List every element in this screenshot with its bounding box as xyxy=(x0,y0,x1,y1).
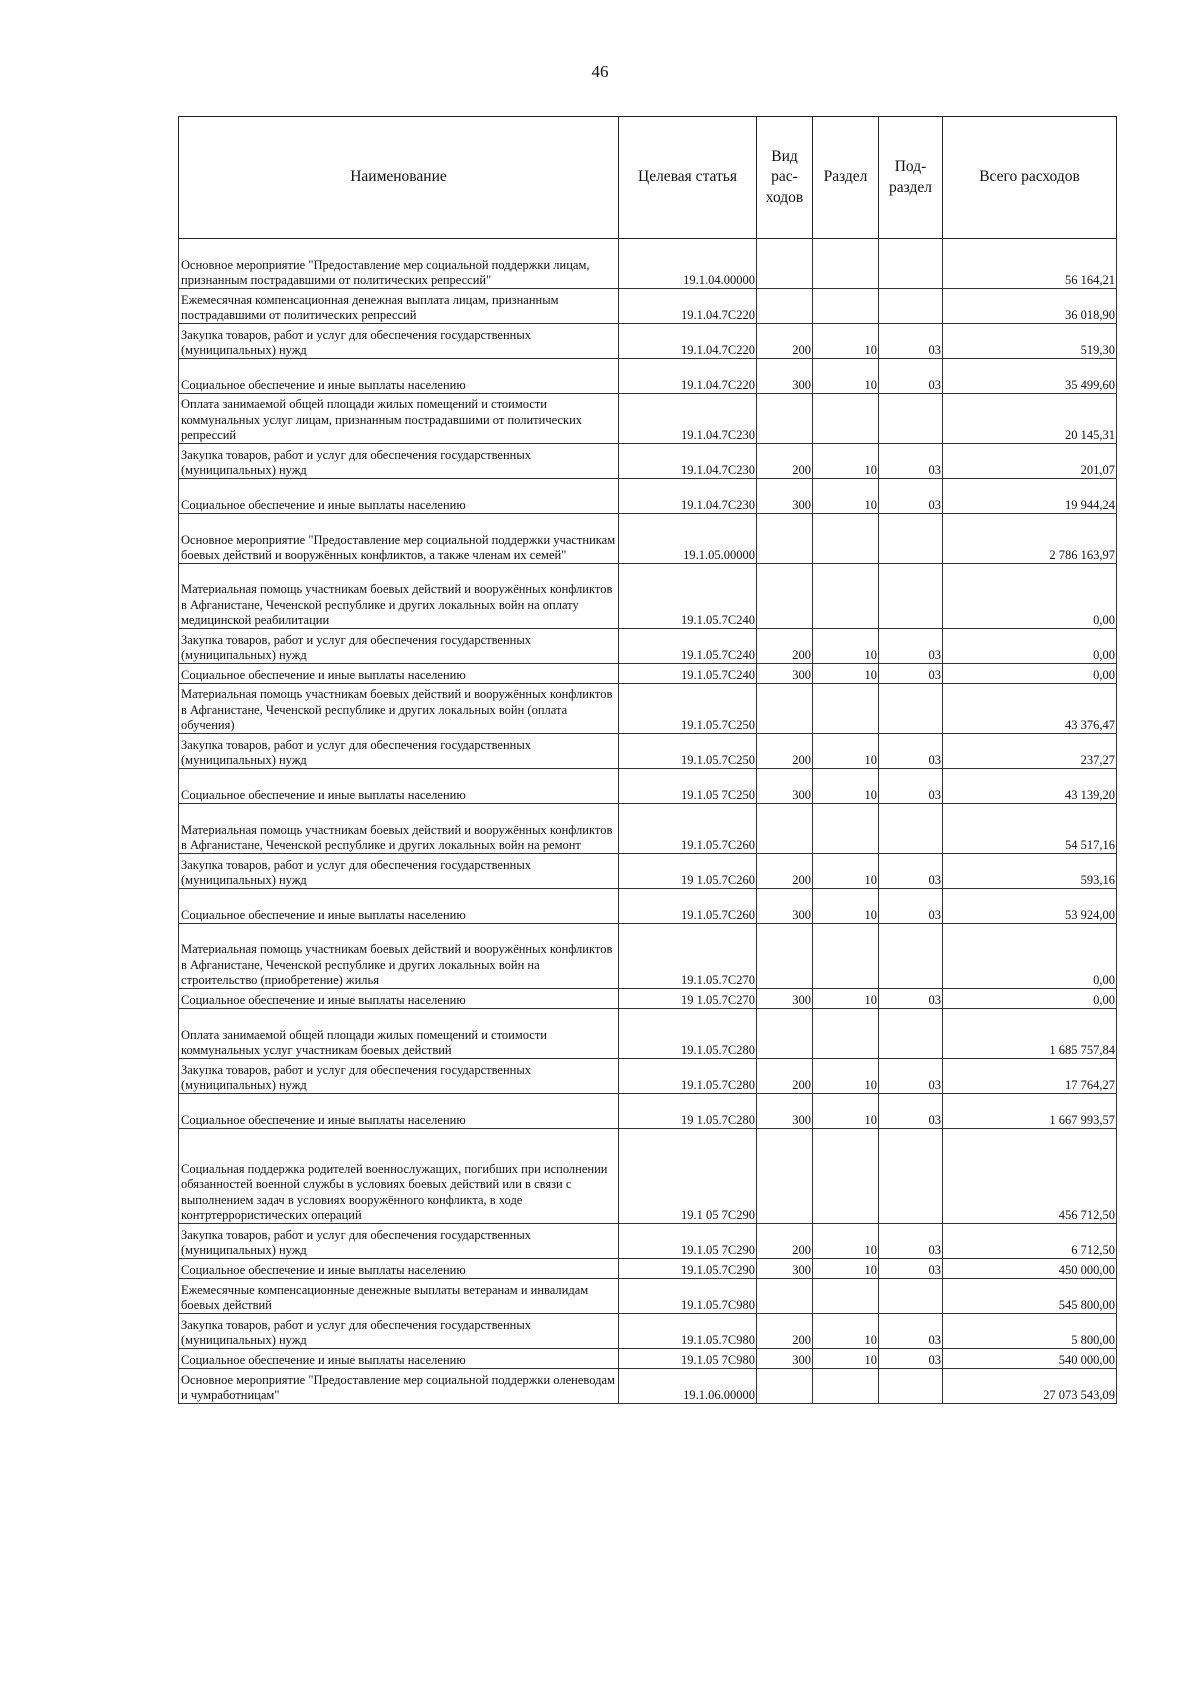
row-name: Ежемесячная компенсационная денежная выплата лицам, признанным пострадавшими от политических репрессий xyxy=(179,289,619,324)
table-row xyxy=(179,479,1117,514)
table-header xyxy=(179,117,1117,239)
row-total: 0,00 xyxy=(943,989,1117,1009)
row-name: Закупка товаров, работ и услуг для обеспечения государственных (муниципальных) нужд xyxy=(179,1059,619,1094)
row-expense-kind: 200 xyxy=(757,1059,813,1094)
row-expense-kind xyxy=(757,804,813,854)
table-row xyxy=(179,359,1117,394)
row-subsection: 03 xyxy=(879,769,943,804)
row-target-code: 19.1.05 7С290 xyxy=(619,1224,757,1259)
row-name: Закупка товаров, работ и услуг для обеспечения государственных (муниципальных) нужд xyxy=(179,1224,619,1259)
row-subsection xyxy=(879,1279,943,1314)
row-section: 10 xyxy=(813,989,879,1009)
row-subsection: 03 xyxy=(879,854,943,889)
row-subsection: 03 xyxy=(879,1059,943,1094)
row-expense-kind xyxy=(757,1279,813,1314)
row-target-code: 19.1.04.00000 xyxy=(619,239,757,289)
row-total: 0,00 xyxy=(943,664,1117,684)
row-section: 10 xyxy=(813,359,879,394)
row-name: Оплата занимаемой общей площади жилых помещений и стоимости коммунальных услуг участникам боевых действий xyxy=(179,1009,619,1059)
row-expense-kind: 200 xyxy=(757,734,813,769)
row-subsection xyxy=(879,1369,943,1404)
row-name: Социальное обеспечение и иные выплаты населению xyxy=(179,1349,619,1369)
table-row xyxy=(179,1259,1117,1279)
table-row xyxy=(179,854,1117,889)
row-target-code: 19.1.04.7С230 xyxy=(619,444,757,479)
row-subsection xyxy=(879,239,943,289)
row-section: 10 xyxy=(813,479,879,514)
row-expense-kind: 200 xyxy=(757,324,813,359)
row-section: 10 xyxy=(813,1259,879,1279)
row-subsection: 03 xyxy=(879,444,943,479)
row-section xyxy=(813,394,879,444)
row-section xyxy=(813,514,879,564)
table-row xyxy=(179,289,1117,324)
table-row xyxy=(179,1009,1117,1059)
budget-table xyxy=(178,116,1117,1404)
row-subsection: 03 xyxy=(879,1349,943,1369)
table-row xyxy=(179,989,1117,1009)
table-row xyxy=(179,629,1117,664)
table-row xyxy=(179,769,1117,804)
table-row xyxy=(179,924,1117,989)
row-name: Социальное обеспечение и иные выплаты населению xyxy=(179,1094,619,1129)
row-section: 10 xyxy=(813,854,879,889)
row-name: Социальное обеспечение и иные выплаты населению xyxy=(179,989,619,1009)
row-name: Закупка товаров, работ и услуг для обеспечения государственных (муниципальных) нужд xyxy=(179,629,619,664)
row-section xyxy=(813,289,879,324)
row-expense-kind: 200 xyxy=(757,444,813,479)
row-expense-kind: 300 xyxy=(757,889,813,924)
row-name: Закупка товаров, работ и услуг для обеспечения государственных (муниципальных) нужд xyxy=(179,854,619,889)
row-section: 10 xyxy=(813,1059,879,1094)
row-section: 10 xyxy=(813,1094,879,1129)
row-subsection xyxy=(879,924,943,989)
row-expense-kind xyxy=(757,289,813,324)
table-row xyxy=(179,239,1117,289)
row-subsection xyxy=(879,514,943,564)
row-subsection: 03 xyxy=(879,889,943,924)
row-name: Материальная помощь участникам боевых действий и вооружённых конфликтов в Афганистане, Чеченской республике и других локальных войн на строительство (приобретение) жилья xyxy=(179,924,619,989)
row-expense-kind: 300 xyxy=(757,1349,813,1369)
row-total: 540 000,00 xyxy=(943,1349,1117,1369)
table-row xyxy=(179,804,1117,854)
row-name: Основное мероприятие "Предоставление мер социальной поддержки участникам боевых действий и вооружённых конфликтов, а также членам их семей" xyxy=(179,514,619,564)
row-target-code: 19.1.05.7С270 xyxy=(619,924,757,989)
row-total: 519,30 xyxy=(943,324,1117,359)
row-name: Основное мероприятие "Предоставление мер социальной поддержки оленеводам и чумработницам" xyxy=(179,1369,619,1404)
row-target-code: 19.1.05.7С260 xyxy=(619,889,757,924)
row-subsection xyxy=(879,684,943,734)
row-expense-kind xyxy=(757,564,813,629)
row-target-code: 19.1.05 7С980 xyxy=(619,1349,757,1369)
row-total: 54 517,16 xyxy=(943,804,1117,854)
table-row xyxy=(179,684,1117,734)
row-name: Социальная поддержка родителей военнослужащих, погибших при исполнении обязанностей военной службы в условиях боевых действий или в связи с выполнением задач в условиях вооружённого конфликта, в ходе контртеррористических операций xyxy=(179,1129,619,1224)
row-subsection: 03 xyxy=(879,664,943,684)
row-name: Оплата занимаемой общей площади жилых помещений и стоимости коммунальных услуг лицам, признанным пострадавшими от политических репрессий xyxy=(179,394,619,444)
row-target-code: 19.1.05.7С240 xyxy=(619,564,757,629)
row-total: 27 073 543,09 xyxy=(943,1369,1117,1404)
row-total: 545 800,00 xyxy=(943,1279,1117,1314)
row-expense-kind: 200 xyxy=(757,854,813,889)
row-section: 10 xyxy=(813,1224,879,1259)
row-target-code: 19.1.04.7С220 xyxy=(619,289,757,324)
row-section xyxy=(813,684,879,734)
table-row xyxy=(179,889,1117,924)
row-name: Основное мероприятие "Предоставление мер социальной поддержки лицам, признанным пострадавшими от политических репрессий" xyxy=(179,239,619,289)
page-number: 46 xyxy=(591,62,609,81)
row-subsection xyxy=(879,804,943,854)
row-expense-kind: 300 xyxy=(757,1094,813,1129)
row-subsection: 03 xyxy=(879,1259,943,1279)
row-total: 2 786 163,97 xyxy=(943,514,1117,564)
row-expense-kind: 300 xyxy=(757,769,813,804)
row-subsection xyxy=(879,289,943,324)
row-target-code: 19 1.05.7С280 xyxy=(619,1094,757,1129)
row-target-code: 19.1.05.7С240 xyxy=(619,664,757,684)
row-expense-kind: 200 xyxy=(757,629,813,664)
row-target-code: 19.1.05.7С280 xyxy=(619,1059,757,1094)
row-subsection: 03 xyxy=(879,734,943,769)
row-name: Социальное обеспечение и иные выплаты населению xyxy=(179,889,619,924)
row-expense-kind: 200 xyxy=(757,1224,813,1259)
row-total: 237,27 xyxy=(943,734,1117,769)
row-expense-kind: 300 xyxy=(757,989,813,1009)
header-subsection: Под-раздел xyxy=(879,117,943,239)
row-subsection: 03 xyxy=(879,359,943,394)
row-total: 593,16 xyxy=(943,854,1117,889)
row-section: 10 xyxy=(813,444,879,479)
table-body xyxy=(179,239,1117,1404)
row-target-code: 19.1.05.7С260 xyxy=(619,804,757,854)
row-subsection: 03 xyxy=(879,479,943,514)
row-target-code: 19.1.05 7С250 xyxy=(619,769,757,804)
row-subsection: 03 xyxy=(879,324,943,359)
row-name: Закупка товаров, работ и услуг для обеспечения государственных (муниципальных) нужд xyxy=(179,444,619,479)
row-section: 10 xyxy=(813,664,879,684)
row-total: 43 376,47 xyxy=(943,684,1117,734)
row-target-code: 19.1.05.7С280 xyxy=(619,1009,757,1059)
row-section: 10 xyxy=(813,889,879,924)
row-section: 10 xyxy=(813,1349,879,1369)
row-target-code: 19.1.05.7С980 xyxy=(619,1314,757,1349)
row-total: 35 499,60 xyxy=(943,359,1117,394)
row-name: Закупка товаров, работ и услуг для обеспечения государственных (муниципальных) нужд xyxy=(179,1314,619,1349)
row-target-code: 19.1.04.7С230 xyxy=(619,479,757,514)
row-name: Социальное обеспечение и иные выплаты населению xyxy=(179,479,619,514)
row-section xyxy=(813,1129,879,1224)
row-expense-kind: 300 xyxy=(757,359,813,394)
row-expense-kind xyxy=(757,514,813,564)
row-target-code: 19.1.05.7С250 xyxy=(619,684,757,734)
table-row xyxy=(179,564,1117,629)
row-target-code: 19 1.05.7С270 xyxy=(619,989,757,1009)
row-total: 1 667 993,57 xyxy=(943,1094,1117,1129)
table-row xyxy=(179,1314,1117,1349)
row-target-code: 19.1.04.7С230 xyxy=(619,394,757,444)
row-expense-kind xyxy=(757,394,813,444)
row-expense-kind xyxy=(757,1369,813,1404)
row-total: 53 924,00 xyxy=(943,889,1117,924)
row-name: Закупка товаров, работ и услуг для обеспечения государственных (муниципальных) нужд xyxy=(179,324,619,359)
row-expense-kind: 300 xyxy=(757,1259,813,1279)
row-section: 10 xyxy=(813,324,879,359)
row-name: Ежемесячные компенсационные денежные выплаты ветеранам и инвалидам боевых действий xyxy=(179,1279,619,1314)
table-row xyxy=(179,1279,1117,1314)
row-total: 456 712,50 xyxy=(943,1129,1117,1224)
row-total: 0,00 xyxy=(943,629,1117,664)
row-name: Социальное обеспечение и иные выплаты населению xyxy=(179,1259,619,1279)
header-section: Раздел xyxy=(813,117,879,239)
row-subsection: 03 xyxy=(879,1314,943,1349)
row-total: 36 018,90 xyxy=(943,289,1117,324)
row-name: Социальное обеспечение и иные выплаты населению xyxy=(179,769,619,804)
row-section: 10 xyxy=(813,629,879,664)
row-total: 1 685 757,84 xyxy=(943,1009,1117,1059)
row-section xyxy=(813,1009,879,1059)
table-row xyxy=(179,394,1117,444)
row-subsection: 03 xyxy=(879,989,943,1009)
row-target-code: 19 1.05.7С260 xyxy=(619,854,757,889)
table-row xyxy=(179,1059,1117,1094)
row-expense-kind: 300 xyxy=(757,664,813,684)
table-row xyxy=(179,1369,1117,1404)
row-total: 0,00 xyxy=(943,564,1117,629)
table-row xyxy=(179,444,1117,479)
row-target-code: 19.1.05.7С980 xyxy=(619,1279,757,1314)
row-target-code: 19.1.05.7С240 xyxy=(619,629,757,664)
table-row xyxy=(179,1129,1117,1224)
row-target-code: 19.1.06.00000 xyxy=(619,1369,757,1404)
row-target-code: 19.1.05.00000 xyxy=(619,514,757,564)
row-target-code: 19.1.04.7С220 xyxy=(619,324,757,359)
row-total: 0,00 xyxy=(943,924,1117,989)
row-target-code: 19.1.05.7С290 xyxy=(619,1259,757,1279)
row-target-code: 19.1.04.7С220 xyxy=(619,359,757,394)
table-row xyxy=(179,734,1117,769)
row-subsection: 03 xyxy=(879,629,943,664)
row-target-code: 19.1 05 7С290 xyxy=(619,1129,757,1224)
row-section xyxy=(813,564,879,629)
row-total: 17 764,27 xyxy=(943,1059,1117,1094)
row-total: 201,07 xyxy=(943,444,1117,479)
row-expense-kind xyxy=(757,684,813,734)
row-name: Материальная помощь участникам боевых действий и вооружённых конфликтов в Афганистане, Чеченской республике и других локальных войн (оплата обучения) xyxy=(179,684,619,734)
row-total: 19 944,24 xyxy=(943,479,1117,514)
table-row xyxy=(179,664,1117,684)
table-row xyxy=(179,514,1117,564)
row-section: 10 xyxy=(813,769,879,804)
row-total: 6 712,50 xyxy=(943,1224,1117,1259)
row-section xyxy=(813,924,879,989)
header-target: Целевая статья xyxy=(619,117,757,239)
row-expense-kind xyxy=(757,1009,813,1059)
row-total: 20 145,31 xyxy=(943,394,1117,444)
header-name: Наименование xyxy=(179,117,619,239)
row-name: Социальное обеспечение и иные выплаты населению xyxy=(179,359,619,394)
table-row xyxy=(179,1224,1117,1259)
row-expense-kind xyxy=(757,1129,813,1224)
row-total: 43 139,20 xyxy=(943,769,1117,804)
row-section xyxy=(813,804,879,854)
row-subsection xyxy=(879,394,943,444)
row-subsection xyxy=(879,564,943,629)
row-total: 56 164,21 xyxy=(943,239,1117,289)
row-total: 5 800,00 xyxy=(943,1314,1117,1349)
row-section xyxy=(813,239,879,289)
row-name: Социальное обеспечение и иные выплаты населению xyxy=(179,664,619,684)
row-section xyxy=(813,1279,879,1314)
row-subsection xyxy=(879,1129,943,1224)
row-expense-kind: 200 xyxy=(757,1314,813,1349)
header-kind: Вид рас-ходов xyxy=(757,117,813,239)
row-name: Материальная помощь участникам боевых действий и вооружённых конфликтов в Афганистане, Чеченской республике и других локальных войн на оплату медицинской реабилитации xyxy=(179,564,619,629)
table-row xyxy=(179,1094,1117,1129)
row-expense-kind: 300 xyxy=(757,479,813,514)
table-row xyxy=(179,1349,1117,1369)
row-expense-kind xyxy=(757,239,813,289)
row-section: 10 xyxy=(813,734,879,769)
row-subsection: 03 xyxy=(879,1094,943,1129)
header-total: Всего расходов xyxy=(943,117,1117,239)
row-target-code: 19.1.05.7С250 xyxy=(619,734,757,769)
row-name: Материальная помощь участникам боевых действий и вооружённых конфликтов в Афганистане, Чеченской республике и других локальных войн на ремонт xyxy=(179,804,619,854)
row-section: 10 xyxy=(813,1314,879,1349)
row-total: 450 000,00 xyxy=(943,1259,1117,1279)
row-name: Закупка товаров, работ и услуг для обеспечения государственных (муниципальных) нужд xyxy=(179,734,619,769)
row-subsection xyxy=(879,1009,943,1059)
row-expense-kind xyxy=(757,924,813,989)
row-section xyxy=(813,1369,879,1404)
table-row xyxy=(179,324,1117,359)
row-subsection: 03 xyxy=(879,1224,943,1259)
